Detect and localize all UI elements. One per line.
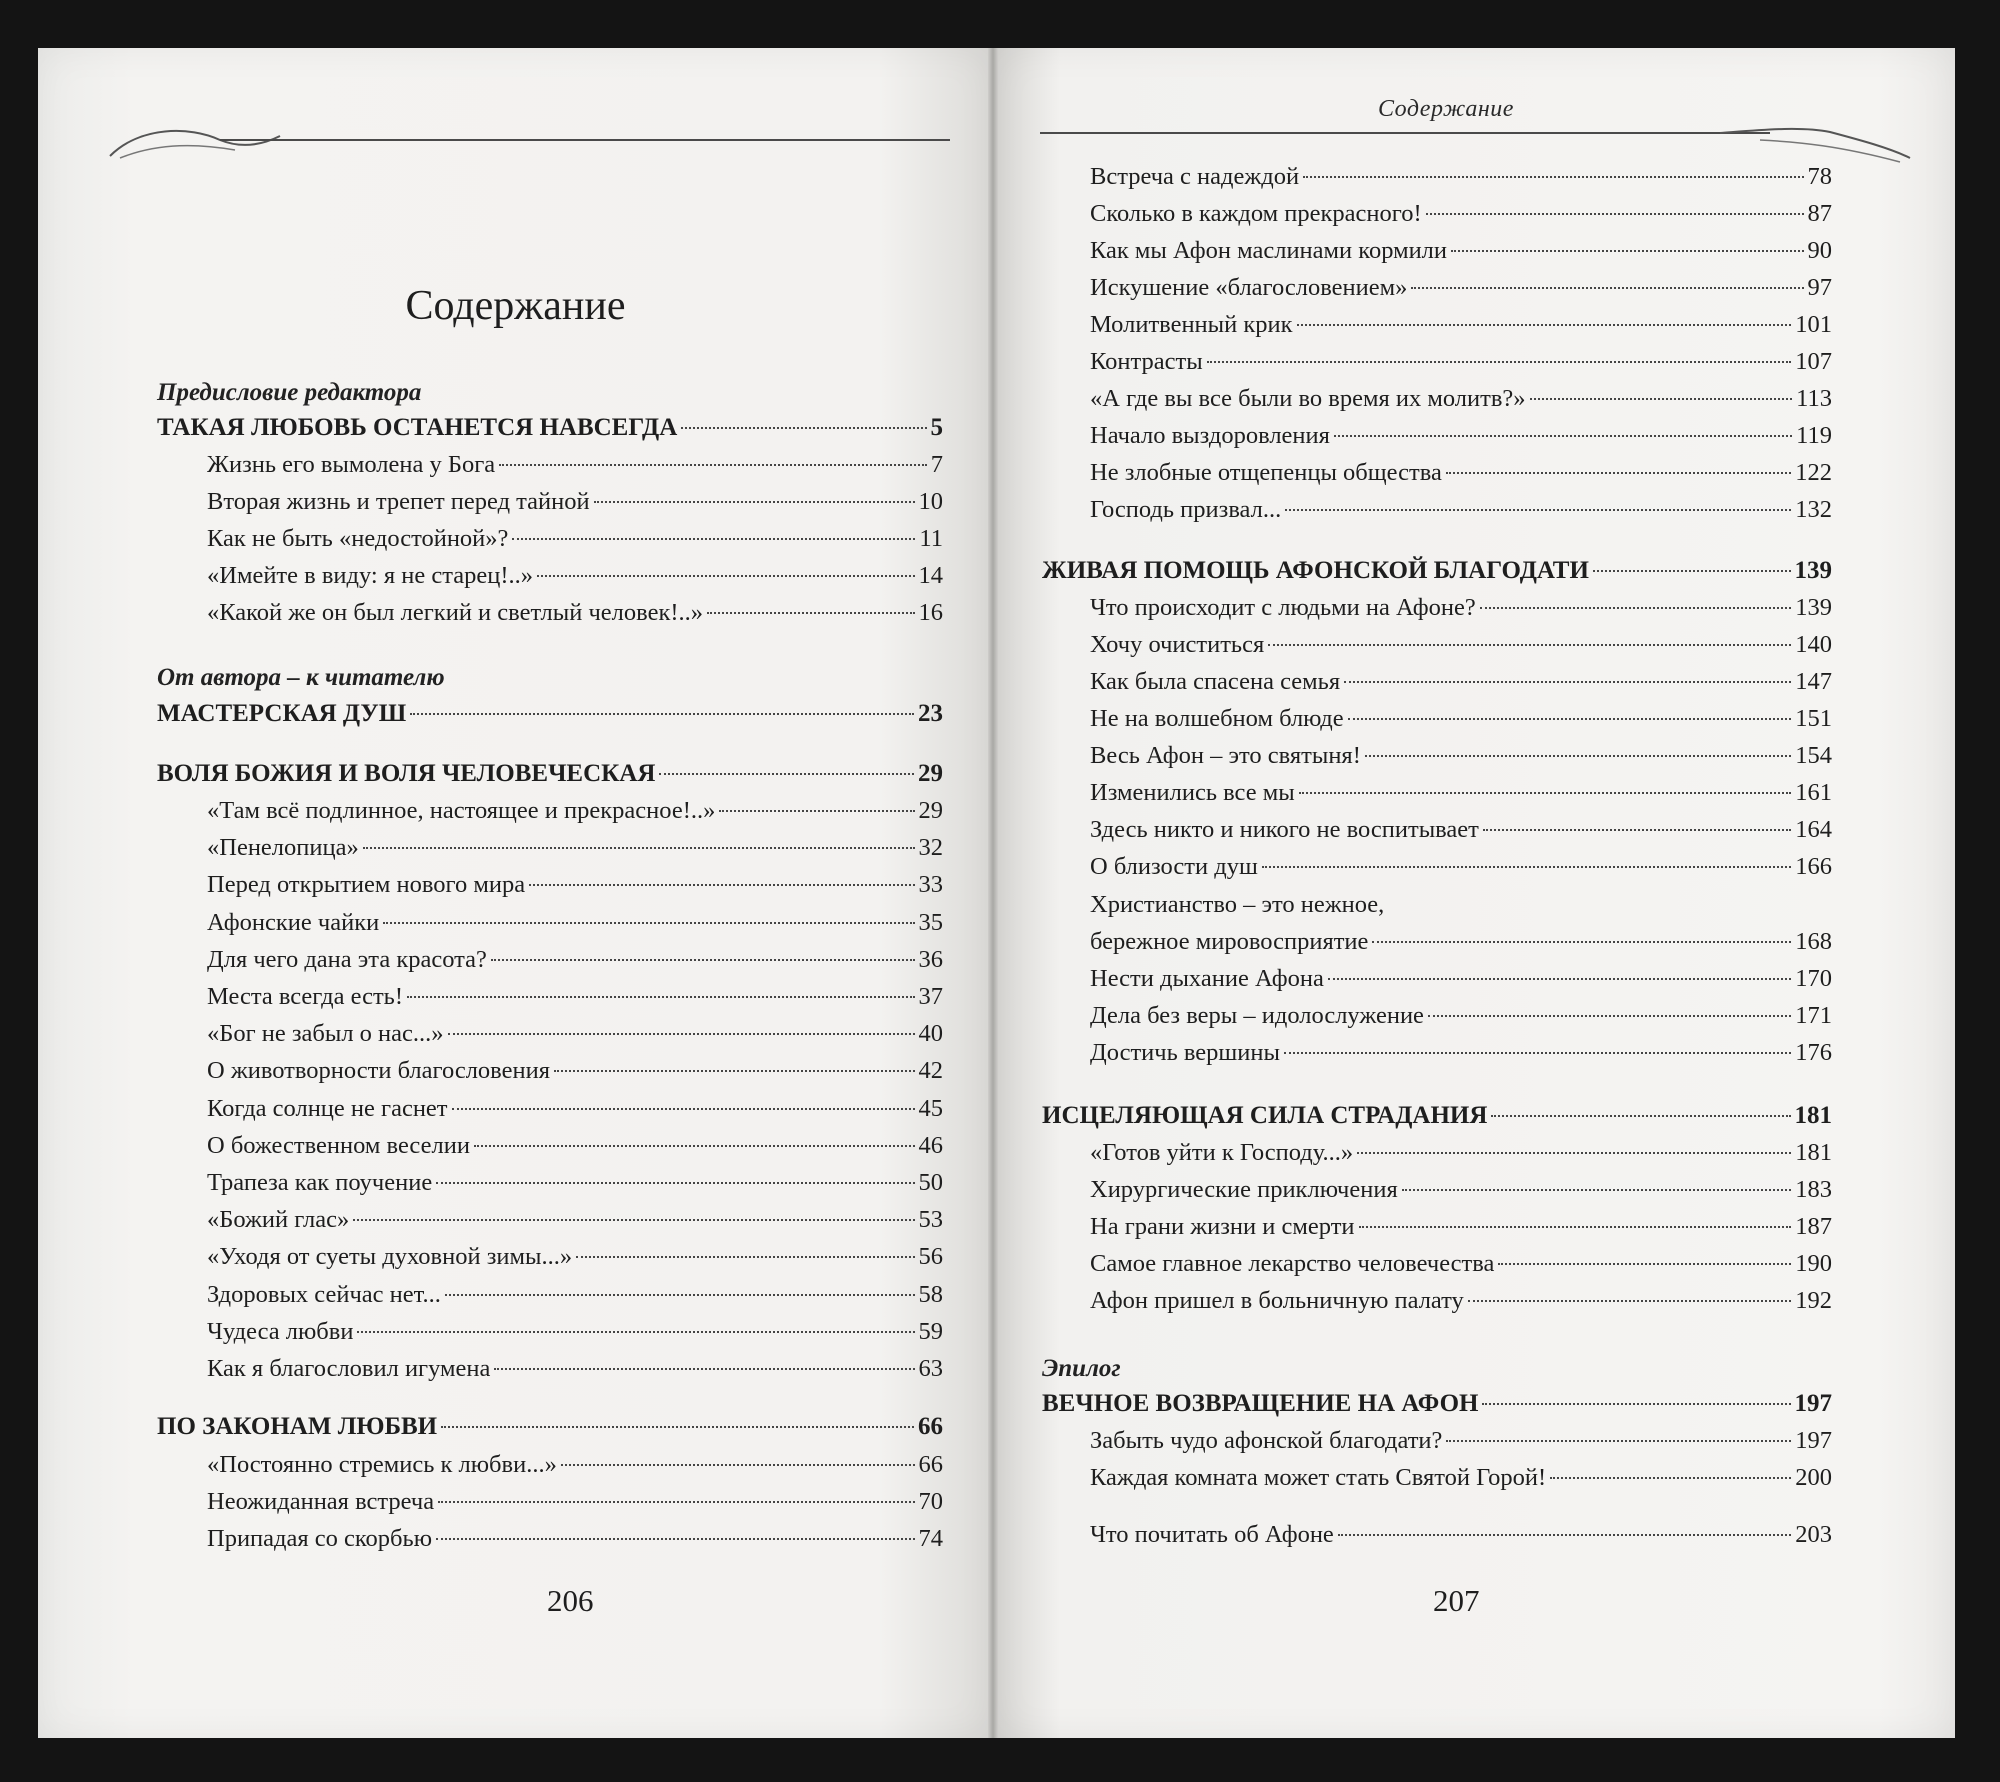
- toc-entry: [1090, 816, 1832, 844]
- chapter-heading-page: 181: [1794, 1102, 1832, 1129]
- toc-entry-title: Сколько в каждом прекрасного!: [1090, 200, 1422, 227]
- toc-entry-page: 90: [1807, 237, 1832, 264]
- toc-entry: [1090, 668, 1832, 696]
- dot-leader: [554, 1070, 915, 1072]
- dot-leader: [1357, 1152, 1791, 1154]
- toc-entry-title: Как мы Афон маслинами кормили: [1090, 237, 1448, 264]
- toc-entry-page: 139: [1795, 594, 1832, 621]
- toc-entry-title: Жизнь его вымолена у Бога: [207, 451, 496, 478]
- toc-entry: [1090, 200, 1832, 228]
- chapter-heading-page: 23: [918, 700, 943, 727]
- toc-entry-page: 14: [918, 562, 943, 589]
- dot-leader: [1348, 718, 1792, 720]
- toc-entry-page: 63: [918, 1355, 943, 1382]
- dot-leader: [1334, 435, 1792, 437]
- chapter-heading-page: 197: [1794, 1390, 1832, 1417]
- toc-entry: [207, 797, 943, 825]
- dot-leader: [1285, 509, 1791, 511]
- toc-entry-page: 29: [918, 797, 943, 824]
- toc-entry: [207, 451, 943, 479]
- toc-entry-title: Встреча с надеждой: [1090, 163, 1300, 190]
- toc-entry-title: Хирургические приключения: [1090, 1176, 1398, 1203]
- dot-leader: [363, 847, 915, 849]
- dot-leader: [436, 1182, 914, 1184]
- toc-entry: [1090, 1176, 1832, 1204]
- dot-leader: [1344, 681, 1791, 683]
- toc-entry: [207, 871, 943, 899]
- toc-entry: [207, 1243, 943, 1271]
- toc-entry-title: Нести дыхание Афона: [1090, 965, 1324, 992]
- toc-entry: [1090, 1139, 1832, 1167]
- toc-entry-title: Как не быть «недостойной»?: [207, 525, 509, 552]
- toc-entry-page: 203: [1795, 1521, 1832, 1548]
- toc-entry-title: «Постоянно стремись к любви...»: [207, 1451, 557, 1478]
- toc-entry: [1090, 1287, 1832, 1315]
- toc-entry-page: 197: [1795, 1427, 1832, 1454]
- toc-entry: [207, 1206, 943, 1234]
- toc-entry-title: Весь Афон – это святыня!: [1090, 742, 1361, 769]
- chapter-heading: [157, 1413, 943, 1441]
- epilogue-label: Эпилог: [1042, 1355, 1121, 1382]
- toc-entry-page: 46: [918, 1131, 943, 1159]
- toc-entry-page: 59: [918, 1317, 943, 1345]
- dot-leader: [1593, 570, 1791, 572]
- running-head: Содержание: [1378, 96, 1514, 122]
- dot-leader: [499, 464, 927, 466]
- toc-entry-page: 164: [1795, 816, 1832, 843]
- toc-entry-page: 45: [918, 1094, 943, 1122]
- toc-entry-title: Трапеза как поучение: [207, 1169, 433, 1196]
- toc-entry-title: Афон пришел в больничную палату: [1090, 1287, 1464, 1314]
- toc-entry-page: 181: [1795, 1139, 1832, 1166]
- dot-leader: [357, 1331, 914, 1333]
- toc-entry: [1090, 779, 1832, 807]
- chapter-heading-title: ИСЦЕЛЯЮЩАЯ СИЛА СТРАДАНИЯ: [1042, 1102, 1488, 1129]
- chapter-heading: [157, 414, 943, 442]
- chapter-heading: [157, 700, 943, 728]
- toc-entry: [1090, 1250, 1832, 1278]
- toc-entry-page: 36: [918, 945, 943, 973]
- toc-entry: [1090, 385, 1832, 413]
- toc-entry-title: Как была спасена семья: [1090, 668, 1341, 695]
- dot-leader: [452, 1108, 915, 1110]
- toc-entry-page: 170: [1795, 965, 1832, 992]
- dot-leader: [1468, 1300, 1791, 1302]
- dot-leader: [1297, 324, 1792, 326]
- toc-entry-page: 58: [918, 1280, 943, 1308]
- dot-leader: [1268, 644, 1791, 646]
- toc-entry-page: 192: [1795, 1287, 1832, 1314]
- left-flourish-ornament: [100, 118, 960, 168]
- chapter-heading-title: ТАКАЯ ЛЮБОВЬ ОСТАНЕТСЯ НАВСЕГДА: [157, 414, 678, 441]
- toc-entry-page: 147: [1795, 668, 1832, 695]
- dot-leader: [410, 713, 914, 715]
- dot-leader: [494, 1368, 914, 1370]
- toc-entry-title: Изменились все мы: [1090, 779, 1295, 806]
- dot-leader: [1328, 978, 1791, 980]
- toc-entry-page: 161: [1795, 779, 1832, 806]
- toc-entry: [207, 1095, 943, 1123]
- toc-entry: [207, 834, 943, 862]
- toc-entry-title: Забыть чудо афонской благодати?: [1090, 1427, 1443, 1454]
- dot-leader: [1426, 213, 1804, 215]
- toc-entry-page: 151: [1795, 705, 1832, 732]
- toc-entry-page: 190: [1795, 1250, 1832, 1277]
- toc-entry-page: 70: [918, 1488, 943, 1515]
- toc-entry-title: Неожиданная встреча: [207, 1488, 435, 1515]
- toc-entry: [207, 1451, 943, 1479]
- toc-entry: [1090, 742, 1832, 770]
- toc-entry: [1090, 311, 1832, 339]
- toc-entry: [207, 488, 943, 516]
- toc-entry-title: бережное мировосприятие: [1090, 928, 1369, 955]
- dot-leader: [1446, 472, 1791, 474]
- dot-leader: [441, 1426, 914, 1428]
- dot-leader: [491, 959, 915, 961]
- toc-entry: [207, 1488, 943, 1516]
- chapter-heading: [1042, 1390, 1832, 1418]
- dot-leader: [1482, 1403, 1790, 1405]
- dot-leader: [576, 1256, 914, 1258]
- toc-entry-page: 168: [1795, 928, 1832, 955]
- toc-entry-page: 78: [1807, 163, 1832, 190]
- toc-entry: [207, 946, 943, 974]
- toc-entry-title: Самое главное лекарство человечества: [1090, 1250, 1495, 1277]
- toc-entry: [207, 1355, 943, 1383]
- dot-leader: [594, 501, 915, 503]
- toc-entry-page: 166: [1795, 853, 1832, 880]
- toc-entry-page: 87: [1807, 200, 1832, 227]
- toc-entry-multiline-first: Христианство – это нежное,: [1090, 891, 1385, 918]
- toc-entry-page: 113: [1796, 385, 1832, 412]
- toc-entry: [1090, 928, 1832, 956]
- dot-leader: [1284, 1052, 1791, 1054]
- dot-leader: [1491, 1115, 1790, 1117]
- toc-entry: [207, 1057, 943, 1085]
- toc-entry-page: 11: [919, 525, 943, 552]
- toc-entry-page: 50: [918, 1169, 943, 1196]
- toc-entry-title: «Там всё подлинное, настоящее и прекрасное!..»: [207, 797, 716, 824]
- chapter-heading-title: МАСТЕРСКАЯ ДУШ: [157, 700, 407, 727]
- dot-leader: [445, 1294, 915, 1296]
- dot-leader: [1498, 1263, 1791, 1265]
- toc-entry-page: 107: [1795, 348, 1832, 375]
- dot-leader: [407, 996, 915, 998]
- chapter-heading: [1042, 557, 1832, 585]
- dot-leader: [438, 1501, 914, 1503]
- dot-leader: [1262, 866, 1791, 868]
- toc-entry-title: Когда солнце не гаснет: [207, 1094, 448, 1122]
- dot-leader: [1338, 1534, 1791, 1536]
- dot-leader: [1402, 1189, 1792, 1191]
- toc-entry: [1090, 1213, 1832, 1241]
- toc-entry: [207, 562, 943, 590]
- toc-entry-title: Припадая со скорбью: [207, 1525, 432, 1552]
- toc-entry-page: 33: [918, 871, 943, 899]
- toc-entry-title: Молитвенный крик: [1090, 311, 1293, 338]
- toc-entry-title: Достичь вершины: [1090, 1039, 1280, 1066]
- chapter-heading-page: 139: [1794, 557, 1832, 584]
- toc-entry-title: Здесь никто и никого не воспитывает: [1090, 816, 1479, 843]
- dot-leader: [448, 1033, 915, 1035]
- dot-leader: [719, 810, 914, 812]
- dot-leader: [1365, 755, 1791, 757]
- toc-entry-title: «А где вы все были во время их молитв?»: [1090, 385, 1526, 412]
- toc-entry-title: «Имейте в виду: я не старец!..»: [207, 562, 533, 589]
- dot-leader: [1299, 792, 1792, 794]
- toc-entry-title: Перед открытием нового мира: [207, 871, 526, 899]
- chapter-heading-page: 5: [930, 414, 943, 441]
- toc-entry: [1090, 1464, 1832, 1492]
- toc-entry-page: 10: [918, 488, 943, 515]
- toc-entry: [1090, 594, 1832, 622]
- toc-entry-title: Дела без веры – идолослужение: [1090, 1002, 1424, 1029]
- toc-entry-page: 140: [1795, 631, 1832, 658]
- toc-entry-title: На грани жизни и смерти: [1090, 1213, 1355, 1240]
- toc-entry-title: Что происходит с людьми на Афоне?: [1090, 594, 1476, 621]
- toc-entry: [1090, 496, 1832, 524]
- dot-leader: [537, 575, 915, 577]
- chapter-heading-title: ПО ЗАКОНАМ ЛЮБВИ: [157, 1413, 438, 1440]
- toc-entry-title: Здоровых сейчас нет...: [207, 1280, 441, 1308]
- right-page-number: 207: [1433, 1583, 1480, 1618]
- dot-leader: [681, 427, 926, 429]
- dot-leader: [353, 1219, 914, 1221]
- toc-entry: [1090, 1521, 1832, 1549]
- toc-entry-page: 101: [1795, 311, 1832, 338]
- dot-leader: [1480, 607, 1792, 609]
- dot-leader: [1411, 287, 1803, 289]
- toc-entry-title: Начало выздоровления: [1090, 422, 1330, 449]
- toc-entry-page: 122: [1795, 459, 1832, 486]
- right-flourish-ornament: [1040, 118, 1920, 168]
- dot-leader: [383, 922, 914, 924]
- chapter-heading: [1042, 1102, 1832, 1130]
- toc-entry: [1090, 163, 1832, 191]
- toc-entry-page: 35: [918, 908, 943, 936]
- toc-entry: [1090, 1039, 1832, 1067]
- toc-entry-page: 40: [918, 1020, 943, 1048]
- toc-entry: [207, 1525, 943, 1553]
- toc-entry-title: Контрасты: [1090, 348, 1203, 375]
- dot-leader: [561, 1464, 915, 1466]
- dot-leader: [436, 1538, 915, 1540]
- toc-title: Содержание: [405, 283, 626, 329]
- toc-entry-page: 119: [1796, 422, 1832, 449]
- toc-entry-page: 176: [1795, 1039, 1832, 1066]
- toc-entry-page: 42: [918, 1057, 943, 1085]
- toc-entry: [207, 1132, 943, 1160]
- toc-entry-title: Для чего дана эта красота?: [207, 945, 487, 973]
- dot-leader: [1359, 1226, 1792, 1228]
- chapter-heading-title: ВЕЧНОЕ ВОЗВРАЩЕНИЕ НА АФОН: [1042, 1390, 1479, 1417]
- toc-entry-title: «Пенелопица»: [207, 834, 359, 862]
- toc-entry-page: 187: [1795, 1213, 1832, 1240]
- toc-entry-title: Хочу очиститься: [1090, 631, 1265, 658]
- toc-entry: [1090, 705, 1832, 733]
- toc-entry-page: 37: [918, 983, 943, 1010]
- toc-entry-title: Господь призвал...: [1090, 496, 1282, 523]
- chapter-heading-page: 66: [918, 1413, 943, 1440]
- toc-entry-page: 200: [1795, 1464, 1832, 1491]
- dot-leader: [1550, 1477, 1791, 1479]
- dot-leader: [1428, 1015, 1791, 1017]
- toc-entry-title: О животворности благословения: [207, 1057, 550, 1085]
- toc-entry: [207, 1281, 943, 1309]
- toc-entry: [207, 1020, 943, 1048]
- dot-leader: [1446, 1440, 1791, 1442]
- toc-entry: [1090, 348, 1832, 376]
- dot-leader: [529, 884, 914, 886]
- toc-entry-page: 97: [1807, 274, 1832, 301]
- toc-entry-title: Искушение «благословением»: [1090, 274, 1408, 301]
- section-label: От автора – к читателю: [157, 664, 445, 691]
- toc-entry-title: Не злобные отщепенцы общества: [1090, 459, 1442, 486]
- toc-entry: [207, 1318, 943, 1346]
- toc-entry-title: Что почитать об Афоне: [1090, 1521, 1334, 1548]
- toc-entry-page: 56: [918, 1243, 943, 1271]
- toc-entry-title: Каждая комната может стать Святой Горой!: [1090, 1464, 1547, 1491]
- toc-entry: [207, 1169, 943, 1197]
- toc-entry-title: «Какой же он был легкий и светлый человек!..»: [207, 599, 704, 626]
- toc-entry: [1090, 631, 1832, 659]
- toc-entry-title: Места всегда есть!: [207, 983, 403, 1010]
- toc-entry-title: «Готов уйти к Господу...»: [1090, 1139, 1354, 1166]
- dot-leader: [1451, 250, 1803, 252]
- toc-entry: [1090, 237, 1832, 265]
- toc-entry: [1090, 853, 1832, 881]
- toc-entry: [207, 525, 943, 553]
- section-label: Предисловие редактора: [157, 379, 422, 406]
- toc-entry-title: О божественном веселии: [207, 1131, 470, 1159]
- toc-entry-title: «Уходя от суеты духовной зимы...»: [207, 1243, 573, 1271]
- toc-entry: [207, 909, 943, 937]
- dot-leader: [474, 1145, 915, 1147]
- toc-entry-title: Не на волшебном блюде: [1090, 705, 1344, 732]
- chapter-heading-page: 29: [918, 760, 943, 787]
- toc-entry: [1090, 422, 1832, 450]
- chapter-heading: [157, 760, 943, 788]
- toc-entry-title: Афонские чайки: [207, 908, 380, 936]
- dot-leader: [707, 612, 914, 614]
- dot-leader: [1207, 361, 1792, 363]
- toc-entry-page: 53: [918, 1206, 943, 1234]
- toc-entry-title: О близости душ: [1090, 853, 1258, 880]
- toc-entry-title: «Бог не забыл о нас...»: [207, 1020, 444, 1048]
- toc-entry-page: 7: [930, 451, 943, 478]
- toc-entry-page: 171: [1795, 1002, 1832, 1029]
- dot-leader: [512, 538, 915, 540]
- toc-entry-page: 154: [1795, 742, 1832, 769]
- dot-leader: [659, 773, 914, 775]
- toc-entry-title: Чудеса любви: [207, 1317, 354, 1345]
- toc-entry-page: 66: [918, 1451, 943, 1478]
- toc-entry-page: 32: [918, 834, 943, 862]
- toc-entry-title: «Божий глас»: [207, 1206, 350, 1234]
- toc-entry-title: Вторая жизнь и трепет перед тайной: [207, 488, 590, 515]
- toc-entry-page: 16: [918, 599, 943, 626]
- toc-entry: [1090, 459, 1832, 487]
- toc-entry-page: 132: [1795, 496, 1832, 523]
- toc-entry: [1090, 1002, 1832, 1030]
- toc-entry: [207, 983, 943, 1011]
- chapter-heading-title: ВОЛЯ БОЖИЯ И ВОЛЯ ЧЕЛОВЕЧЕСКАЯ: [157, 760, 656, 787]
- dot-leader: [1303, 176, 1803, 178]
- dot-leader: [1372, 941, 1791, 943]
- toc-entry-title: Как я благословил игумена: [207, 1355, 491, 1382]
- dot-leader: [1530, 398, 1793, 400]
- toc-entry-page: 74: [918, 1525, 943, 1552]
- chapter-heading-title: ЖИВАЯ ПОМОЩЬ АФОНСКОЙ БЛАГОДАТИ: [1042, 557, 1589, 584]
- dot-leader: [1483, 829, 1791, 831]
- toc-entry-page: 183: [1795, 1176, 1832, 1203]
- toc-entry: [1090, 965, 1832, 993]
- toc-entry: [1090, 274, 1832, 302]
- toc-entry: [1090, 1427, 1832, 1455]
- left-page-number: 206: [547, 1583, 594, 1618]
- toc-entry: [207, 599, 943, 627]
